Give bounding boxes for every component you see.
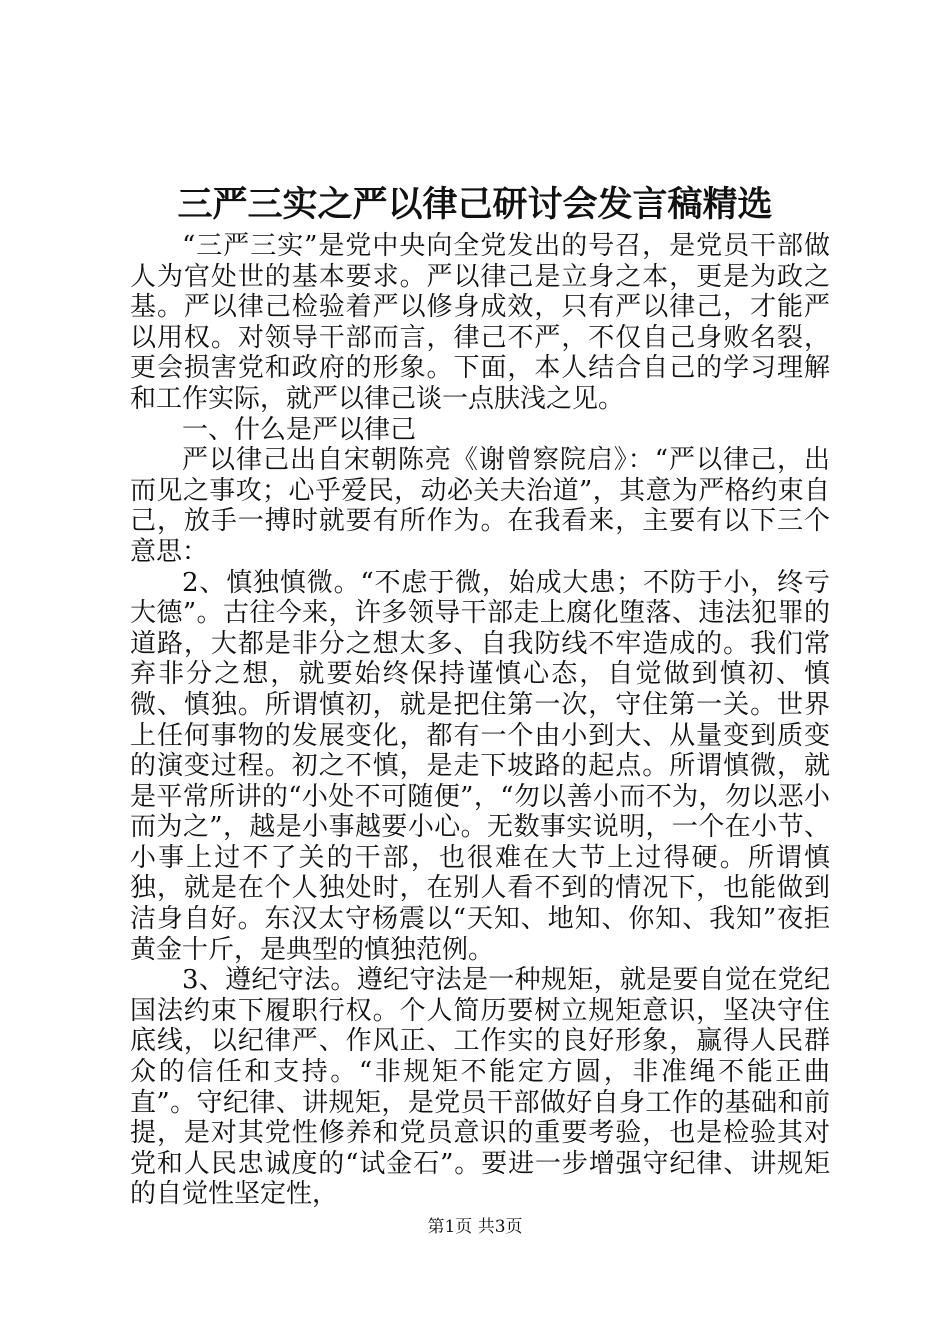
paragraph-intro: “三严三实”是党中央向全党发出的号召，是党员干部做人为官处世的基本要求。严以律己是立身之本，更是为政之基。严以律己检验着严以修身成效，只有严以律己，才能严以用权。对领导干部而言，律己不严，不仅自己身败名裂，更会损害党和政府的形象。下面，本人结合自己的学习理解和工作实际，就严以律己谈一点肤浅之见。 bbox=[130, 231, 830, 414]
paragraph-point-3: 3、遵纪守法。遵纪守法是一种规矩，就是要自觉在党纪国法约束下履职行权。个人简历要树立规矩意识，坚决守住底线，以纪律严、作风正、工作实的良好形象，赢得人民群众的信任和支持。“非规矩不能定方圆，非准绳不能正曲直”。守纪律、讲规矩，是党员干部做好自身工作的基础和前提，是对其党性修养和党员意识的重要考验，也是检验其对党和人民忠诚度的“试金石”。要进一步增强守纪律、讲规矩的自觉性坚定性， bbox=[130, 965, 830, 1210]
document-title: 三严三实之严以律己研讨会发言稿精选 bbox=[177, 184, 773, 225]
paragraph-definition: 严以律己出自宋朝陈亮《谢曾察院启》：“严以律己，出而见之事攻；心乎爱民，动必关夫治道”，其意为严格约束自己，放手一搏时就要有所作为。在我看来，主要有以下三个意思： bbox=[130, 445, 830, 567]
paragraph-point-2: 2、慎独慎微。“不虑于微，始成大患；不防于小，终亏大德”。古往今来，许多领导干部走上腐化堕落、违法犯罪的道路，大都是非分之想太多、自我防线不牢造成的。我们常弃非分之想，就要始终保持谨慎心态，自觉做到慎初、慎微、慎独。所谓慎初，就是把住第一次，守住第一关。世界上任何事物的发展变化，都有一个由小到大、从量变到质变的演变过程。初之不慎，是走下坡路的起点。所谓慎微，就是平常所讲的“小处不可随便”，“勿以善小而不为，勿以恶小而为之”，越是小事越要小心。无数事实说明，一个在小节、小事上过不了关的干部，也很难在大节上过得硬。所谓慎独，就是在个人独处时，在别人看不到的情况下，也能做到洁身自好。东汉太守杨震以“天知、地知、你知、我知”夜拒黄金十斤，是典型的慎独范例。 bbox=[130, 567, 830, 965]
section-heading: 一、什么是严以律己 bbox=[182, 414, 417, 445]
document-body bbox=[130, 231, 830, 1210]
page-number-footer: 第1页 共3页 bbox=[427, 1217, 523, 1237]
